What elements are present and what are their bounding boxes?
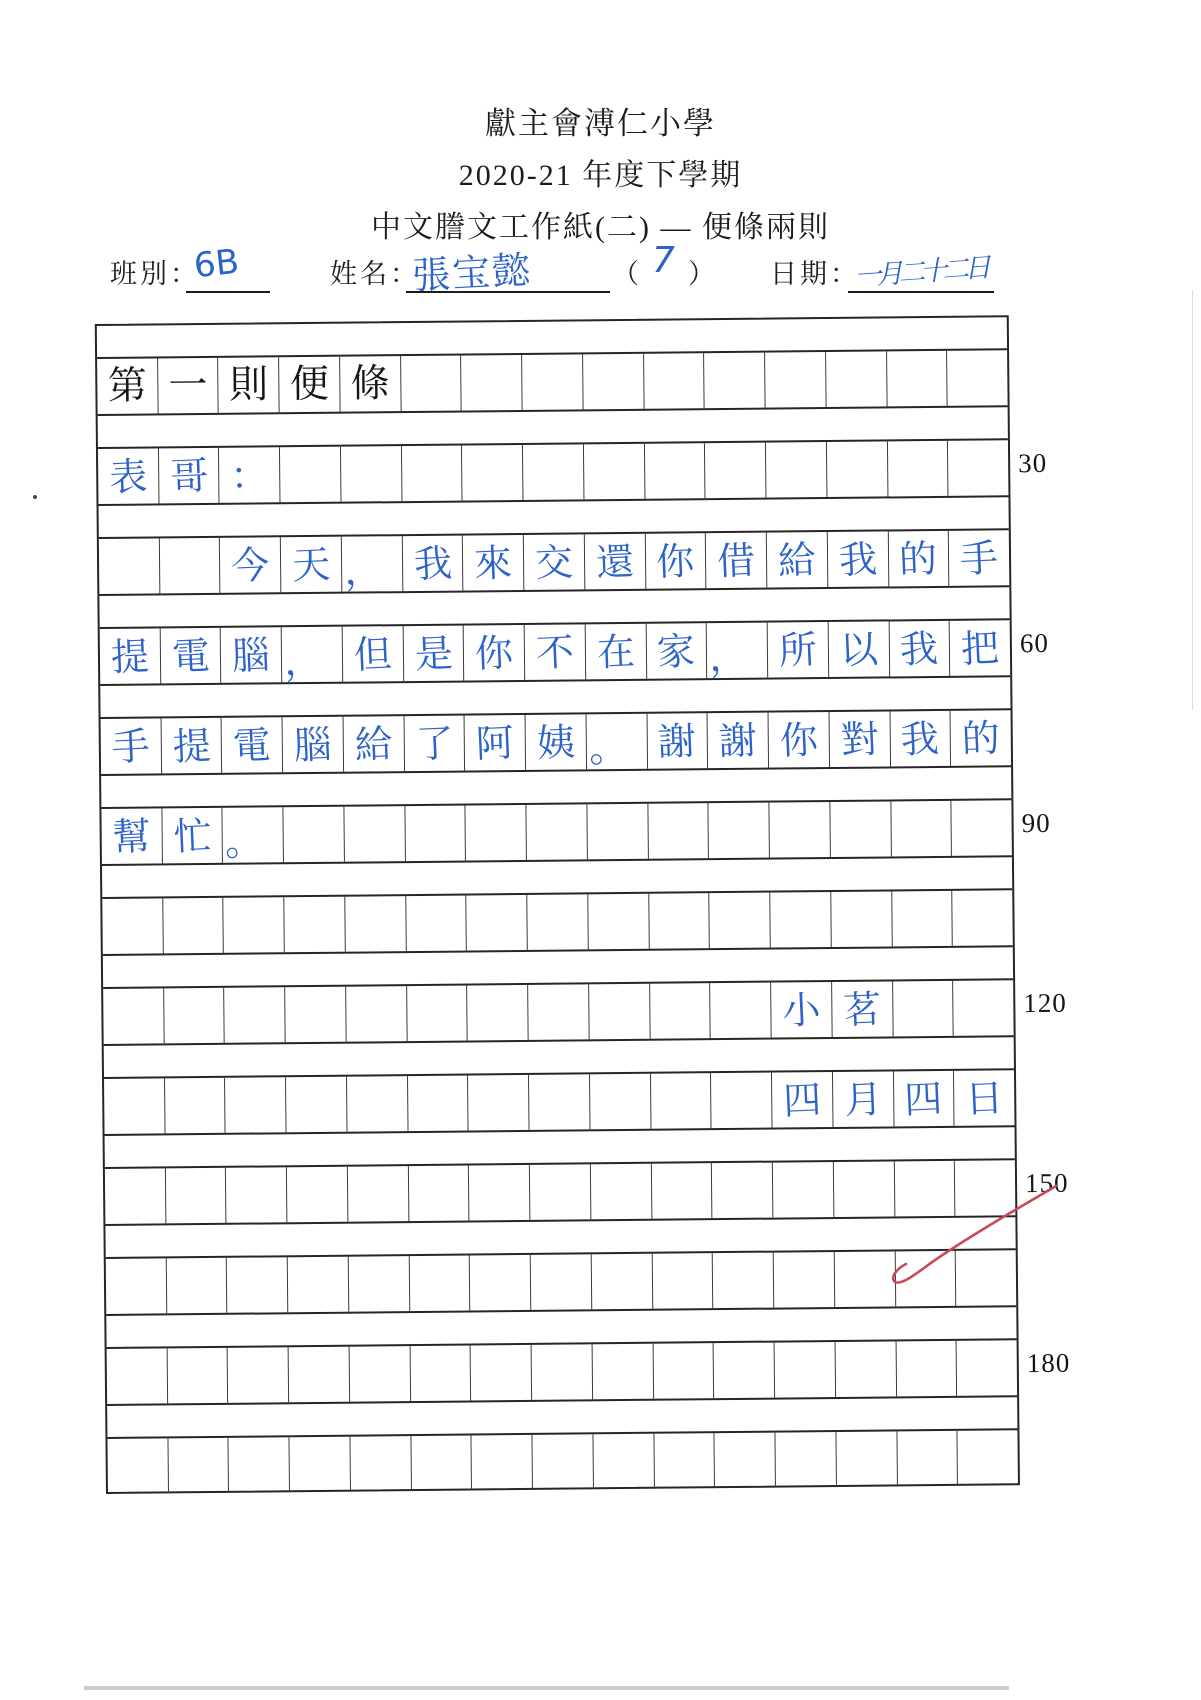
grid-cell — [166, 1258, 227, 1314]
grid-cell — [767, 532, 828, 588]
grid-cell — [775, 1342, 836, 1398]
grid-cell — [407, 986, 468, 1042]
grid-cell — [102, 898, 163, 954]
grid-cell — [162, 808, 223, 864]
handwritten-character: 姨 — [535, 719, 576, 765]
grid-cell — [584, 444, 645, 500]
grid-cell — [832, 981, 893, 1037]
grid-row — [100, 620, 1011, 686]
grid-cell — [704, 353, 765, 409]
handwritten-character: 在 — [595, 628, 636, 675]
grid-cell — [340, 356, 401, 412]
margin-count-label: 60 — [1019, 627, 1050, 659]
grid-cell — [219, 357, 280, 413]
handwritten-character: 對 — [839, 716, 880, 763]
school-name: 獻主會溥仁小學 — [485, 106, 716, 141]
handwritten-character: 天 — [291, 541, 332, 588]
name-underline — [406, 291, 610, 293]
grid-cell — [707, 623, 768, 679]
grid-cell — [647, 713, 708, 769]
grid-cell — [526, 714, 587, 770]
grid-cell — [835, 1341, 896, 1397]
grid-cell — [472, 1435, 533, 1491]
grid-cell — [705, 443, 766, 499]
handwritten-character: 。 — [224, 818, 265, 865]
grid-cell — [588, 894, 649, 950]
grid-cell — [100, 628, 161, 684]
grid-cell — [888, 531, 949, 587]
handwritten-character: 所 — [777, 626, 818, 673]
handwritten-character: ， — [342, 547, 383, 594]
grid-cell — [593, 1434, 654, 1490]
grid-cell — [285, 987, 346, 1043]
grid-cell — [404, 716, 465, 772]
grid-row — [106, 1250, 1017, 1316]
grid-cell — [461, 355, 522, 411]
grid-cell — [949, 530, 1009, 586]
margin-count-label: 30 — [1018, 447, 1048, 479]
handwritten-character: 電 — [170, 632, 211, 679]
grid-cell — [529, 1074, 590, 1130]
grid-cell — [827, 441, 888, 497]
grid-cell — [532, 1344, 593, 1400]
grid-cell — [468, 1075, 529, 1131]
grid-cell — [463, 535, 524, 591]
grid-cell — [650, 983, 711, 1039]
grid-cell — [772, 1072, 833, 1128]
grid-cell — [471, 1345, 532, 1401]
grid-cell — [649, 893, 710, 949]
grid-cell — [710, 983, 771, 1039]
grid-cell — [714, 1343, 775, 1399]
grid-cell — [164, 988, 225, 1044]
grid-cell — [711, 1073, 772, 1129]
grid-cell — [531, 1254, 592, 1310]
grid-cell — [284, 807, 345, 863]
grid-cell — [958, 1430, 1018, 1486]
grid-cell — [709, 803, 770, 859]
grid-cell — [107, 1438, 168, 1494]
grid-cell — [765, 352, 826, 408]
grid-cell — [105, 1168, 166, 1224]
grid-cell — [229, 1437, 290, 1493]
grid-cell — [106, 1258, 167, 1314]
grid-cell — [228, 1347, 289, 1403]
grid-cell — [346, 986, 407, 1042]
grid-cell — [342, 536, 403, 592]
handwritten-character: 是 — [413, 630, 454, 677]
handwritten-character: 日 — [964, 1075, 1005, 1121]
grid-cell — [219, 447, 280, 503]
handwritten-character: 來 — [473, 539, 514, 586]
grid-cell — [290, 1437, 351, 1493]
grid-row — [104, 1070, 1015, 1136]
grid-cell — [409, 1255, 470, 1311]
grid-cell — [953, 890, 1013, 946]
grid-cell — [887, 441, 948, 497]
grid-cell — [281, 537, 342, 593]
grid-cell — [533, 1434, 594, 1490]
grid-cell — [280, 447, 341, 503]
handwritten-character: 四 — [903, 1075, 944, 1122]
grid-cell — [645, 443, 706, 499]
handwritten-character: 不 — [534, 629, 575, 675]
margin-count-label: 180 — [1026, 1347, 1071, 1379]
grid-cell — [470, 1255, 531, 1311]
grid-cell — [773, 1162, 834, 1218]
grid-cell — [953, 980, 1013, 1036]
grid-cell — [405, 806, 466, 862]
grid-cell — [466, 805, 527, 861]
printed-character: 便 — [289, 362, 330, 407]
grid-cell — [528, 984, 589, 1040]
paren-close: ） — [688, 259, 718, 289]
grid-cell — [583, 354, 644, 410]
grid-cell — [896, 1341, 957, 1397]
grid-cell — [891, 801, 952, 857]
grid-row — [107, 1430, 1017, 1494]
grid-cell — [283, 717, 344, 773]
grid-cell — [525, 624, 586, 680]
scan-edge-line-right — [1192, 290, 1193, 710]
grid-cell — [894, 1161, 955, 1217]
grid-cell — [530, 1164, 591, 1220]
margin-count-label: 90 — [1021, 807, 1051, 839]
paren-open: （ — [612, 259, 642, 289]
grid-cell — [349, 1256, 410, 1312]
grid-cell — [464, 625, 525, 681]
grid-row — [102, 890, 1013, 956]
grid-cell — [776, 1432, 837, 1488]
grid-cell — [165, 1078, 226, 1134]
date-value-handwriting: 一月二十二日 — [853, 252, 988, 293]
grid-cell — [288, 1257, 349, 1313]
handwritten-character: 忙 — [172, 812, 213, 859]
grid-cell — [585, 534, 646, 590]
grid-cell — [706, 533, 767, 589]
grid-row — [105, 1160, 1016, 1226]
grid-cell — [289, 1347, 350, 1403]
grid-cell — [410, 1345, 471, 1401]
handwritten-character: 你 — [655, 538, 696, 584]
grid-cell — [160, 628, 221, 684]
grid-cell — [161, 718, 222, 774]
grid-row — [101, 800, 1012, 866]
grid-cell — [403, 626, 464, 682]
grid-cell — [648, 803, 709, 859]
margin-count-label: 120 — [1023, 987, 1067, 1019]
grid-cell — [343, 716, 404, 772]
grid-cell — [287, 1167, 348, 1223]
grid-cell — [954, 1070, 1014, 1126]
grid-cell — [409, 1165, 470, 1221]
grid-cell — [894, 1071, 955, 1127]
grid-cell — [592, 1344, 653, 1400]
handwritten-character: 電 — [232, 722, 273, 768]
grid-cell — [957, 1340, 1017, 1396]
grid-cell — [591, 1164, 652, 1220]
grid-cell — [225, 1077, 286, 1133]
grid-cell — [166, 1168, 227, 1224]
grid-cell — [160, 538, 221, 594]
grid-cell — [890, 711, 951, 767]
handwritten-character: 的 — [898, 535, 939, 582]
handwritten-character: 給 — [353, 721, 394, 767]
grid-cell — [406, 896, 467, 952]
grid-cell — [835, 1251, 896, 1307]
grid-cell — [469, 1165, 530, 1221]
handwritten-character: 你 — [778, 716, 819, 763]
grid-cell — [221, 627, 282, 683]
grid-cell — [644, 353, 705, 409]
grid-row — [101, 710, 1012, 776]
grid-cell — [282, 627, 343, 683]
handwritten-character: 手 — [959, 535, 1000, 581]
printed-character: 一 — [168, 363, 208, 408]
grid-cell — [527, 804, 588, 860]
grid-row — [99, 530, 1010, 596]
grid-cell — [830, 801, 891, 857]
grid-cell — [836, 1431, 897, 1487]
handwritten-character: 腦 — [292, 721, 333, 768]
handwritten-character: 家 — [656, 628, 697, 674]
class-underline — [186, 291, 270, 293]
class-value-handwriting: 6B — [192, 241, 241, 287]
grid-cell — [226, 1167, 287, 1223]
grid-cell — [654, 1433, 715, 1489]
grid-cell — [766, 442, 827, 498]
handwritten-character: 給 — [777, 536, 817, 583]
handwritten-character: ， — [708, 634, 749, 680]
grid-cell — [887, 351, 948, 407]
grid-cell — [101, 808, 162, 864]
grid-cell — [895, 1251, 956, 1307]
grid-cell — [770, 892, 831, 948]
grid-cell — [350, 1436, 411, 1492]
name-label: 姓名： — [330, 259, 420, 289]
handwritten-character: 但 — [352, 631, 393, 677]
grid-cell — [951, 710, 1011, 766]
grid-cell — [950, 620, 1010, 676]
grid-cell — [826, 351, 887, 407]
grid-cell — [103, 988, 164, 1044]
grid-cell — [771, 982, 832, 1038]
handwritten-character: 還 — [594, 538, 635, 585]
handwritten-character: 哥 — [168, 452, 209, 499]
grid-cell — [952, 800, 1012, 856]
grid-cell — [828, 531, 889, 587]
class-label: 班別： — [110, 259, 200, 289]
grid-cell — [955, 1160, 1015, 1216]
grid-cell — [343, 626, 404, 682]
grid-cell — [947, 350, 1007, 406]
handwritten-character: 借 — [716, 537, 757, 584]
grid-cell — [527, 894, 588, 950]
grid-cell — [948, 440, 1008, 496]
handwritten-character: 。 — [587, 725, 628, 771]
grid-cell — [956, 1250, 1016, 1306]
grid-cell — [167, 1348, 228, 1404]
handwritten-character: 腦 — [231, 632, 272, 678]
grid-cell — [408, 1076, 469, 1132]
handwritten-character: 了 — [414, 720, 455, 767]
handwritten-character: 提 — [171, 722, 212, 769]
term-line: 2020-21 年度下學期 — [458, 159, 743, 192]
grid-cell — [590, 1074, 651, 1130]
grid-cell — [107, 1348, 168, 1404]
handwritten-character: 茗 — [842, 986, 883, 1033]
grid-cell — [341, 446, 402, 502]
grid-cell — [653, 1343, 714, 1399]
grid-cell — [462, 445, 523, 501]
handwritten-character: 手 — [110, 723, 151, 770]
grid-cell — [587, 804, 648, 860]
grid-cell — [892, 891, 953, 947]
grid-cell — [345, 896, 406, 952]
handwritten-character: 我 — [900, 715, 941, 762]
handwritten-character: 我 — [412, 540, 453, 587]
handwritten-character: 阿 — [475, 719, 516, 766]
handwritten-character: 月 — [842, 1076, 883, 1123]
grid-cell — [104, 1078, 165, 1134]
grid-cell — [523, 444, 584, 500]
grid-row — [98, 440, 1009, 506]
grid-cell — [227, 1257, 288, 1313]
grid-cell — [347, 1076, 408, 1132]
handwritten-character: 幫 — [111, 813, 152, 860]
grid-cell — [897, 1431, 958, 1487]
grid-cell — [893, 981, 954, 1037]
name-value-handwriting: 張宝懿 — [411, 247, 534, 299]
handwritten-character: 四 — [782, 1076, 823, 1123]
grid-cell — [220, 537, 281, 593]
grid-row — [103, 980, 1014, 1046]
grid-cell — [99, 538, 160, 594]
handwritten-character: 你 — [474, 629, 515, 676]
grid-cell — [710, 893, 771, 949]
grid-cell — [889, 621, 950, 677]
date-underline — [848, 291, 994, 293]
character-grid — [95, 315, 1071, 1494]
grid-cell — [645, 533, 706, 589]
grid-cell — [522, 354, 583, 410]
handwritten-character: 表 — [108, 453, 149, 500]
margin-count-label: 150 — [1024, 1167, 1069, 1199]
printed-character: 條 — [350, 362, 390, 406]
grid-cell — [768, 622, 829, 678]
grid-row — [107, 1340, 1018, 1406]
grid-cell — [168, 1438, 229, 1494]
grid-cell — [833, 1071, 894, 1127]
grid-cell — [715, 1433, 776, 1489]
grid-row — [97, 350, 1008, 416]
grid-cell — [402, 446, 463, 502]
printed-character: 則 — [228, 363, 269, 407]
handwritten-character: ， — [283, 638, 324, 684]
grid-cell — [828, 621, 889, 677]
grid-cell — [586, 624, 647, 680]
handwritten-character: 謝 — [718, 717, 758, 764]
handwritten-character: 提 — [109, 633, 150, 680]
grid-cell — [651, 1073, 712, 1129]
grid-cell — [467, 895, 528, 951]
grid-cell — [774, 1252, 835, 1308]
grid-cell — [713, 1253, 774, 1309]
grid-cell — [829, 711, 890, 767]
grid-cell — [589, 984, 650, 1040]
grid-cell — [708, 713, 769, 769]
grid-cell — [222, 717, 283, 773]
handwritten-character: 今 — [230, 542, 271, 588]
grid-cell — [834, 1161, 895, 1217]
grid-cell — [831, 891, 892, 947]
grid-cell — [646, 623, 707, 679]
grid-cell — [652, 1253, 713, 1309]
grid-cell — [101, 718, 162, 774]
grid-cell — [468, 985, 529, 1041]
grid-cell — [163, 898, 224, 954]
grid-cell — [350, 1346, 411, 1402]
scan-speck-dot — [33, 495, 37, 499]
grid-cell — [769, 802, 830, 858]
grid-cell — [284, 897, 345, 953]
printed-character: 第 — [107, 364, 147, 408]
grid-cell — [158, 358, 219, 414]
grid-cell — [225, 987, 286, 1043]
grid-cell — [97, 358, 158, 414]
handwritten-character: 交 — [534, 539, 575, 585]
worksheet-title: 中文謄文工作紙(二) — 便條兩則 — [371, 211, 830, 244]
handwritten-character: 謝 — [657, 718, 698, 764]
handwritten-character: 我 — [837, 536, 878, 583]
grid-cell — [286, 1077, 347, 1133]
handwritten-character: 小 — [781, 986, 822, 1033]
grid-cell — [465, 715, 526, 771]
grid-cell — [159, 448, 220, 504]
grid-cell — [98, 448, 159, 504]
grid-cell — [592, 1254, 653, 1310]
grid-cell — [402, 536, 463, 592]
grid-cell — [586, 714, 647, 770]
scan-edge-line-bottom — [84, 1686, 1009, 1690]
handwritten-character: 以 — [838, 626, 879, 673]
grid-cell — [651, 1163, 712, 1219]
handwritten-character: 我 — [899, 625, 940, 672]
handwritten-character: 把 — [960, 625, 1001, 671]
grid-cell — [344, 806, 405, 862]
grid-cell — [769, 712, 830, 768]
grid-cell — [401, 356, 462, 412]
grid-cell — [223, 807, 284, 863]
date-label: 日期： — [770, 259, 860, 289]
grid-cell — [712, 1163, 773, 1219]
grid-cell — [411, 1435, 472, 1491]
grid-cell — [279, 357, 340, 413]
handwritten-character: ： — [229, 452, 270, 498]
handwritten-character: 的 — [960, 715, 1001, 761]
grid-cell — [224, 897, 285, 953]
grid-cell — [524, 534, 585, 590]
score-value-handwriting: 7 — [652, 240, 675, 281]
grid-cell — [348, 1166, 409, 1222]
